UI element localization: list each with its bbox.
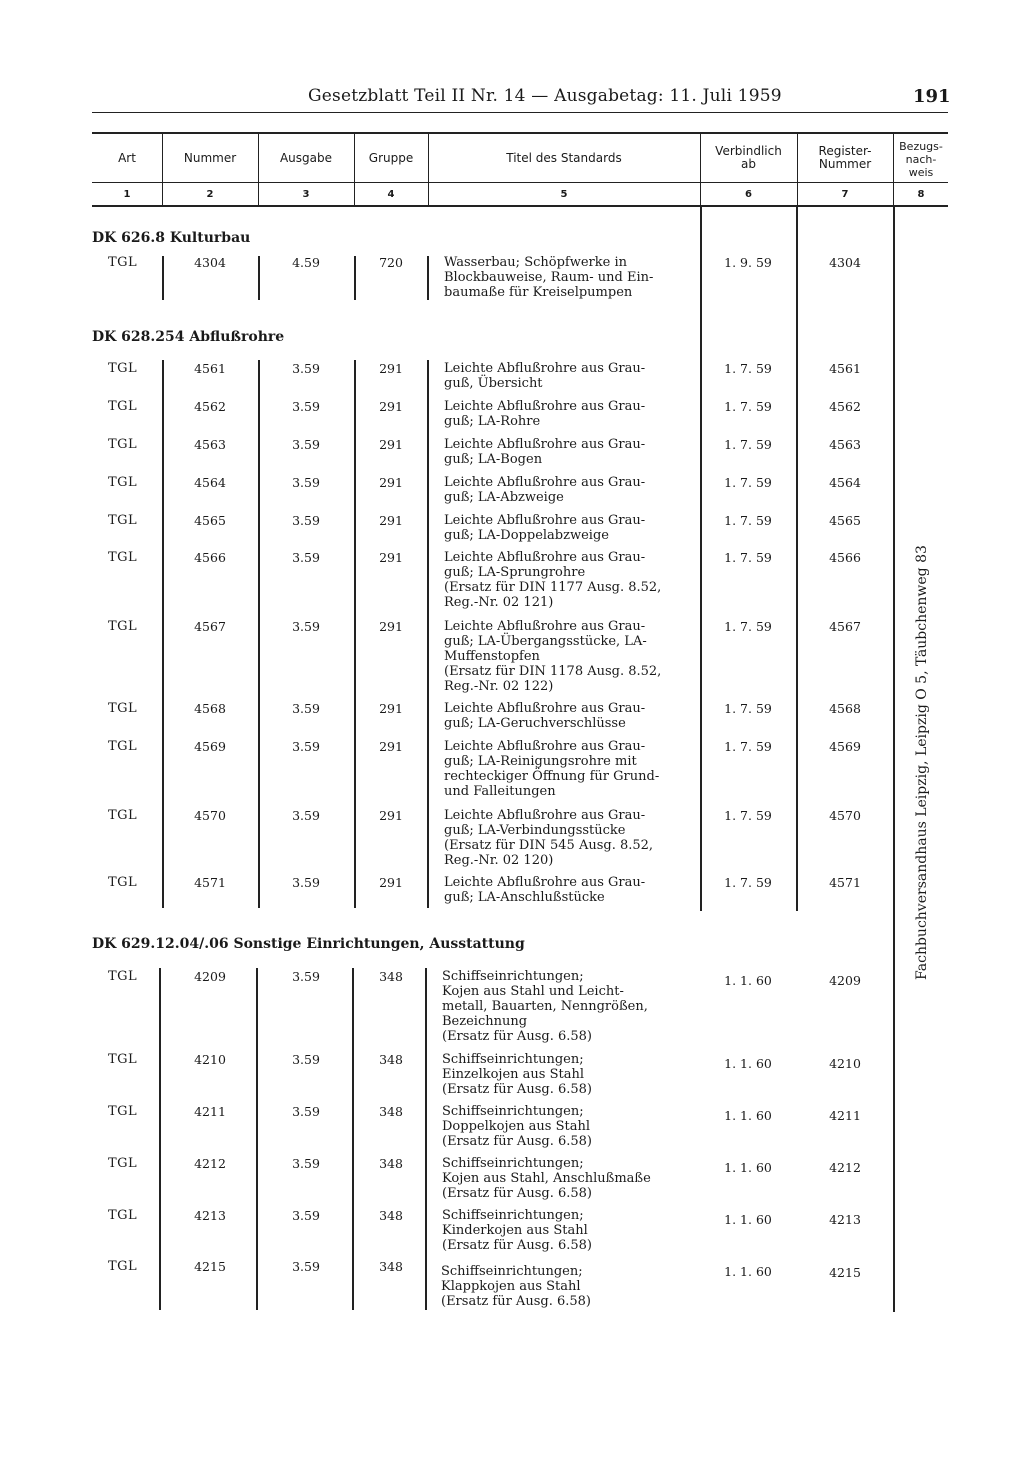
- column-header-titel: Titel des Standards: [506, 151, 622, 165]
- cell-register: 4304: [829, 255, 861, 270]
- row-divider: [159, 968, 161, 1310]
- cell-ausgabe: 3.59: [292, 361, 320, 376]
- cell-titel: [444, 513, 696, 543]
- title-line: guß; LA-Übergangsstücke, LA-: [444, 634, 647, 649]
- column-number: 8: [917, 189, 925, 200]
- cell-nummer: 4571: [194, 875, 226, 890]
- cell-nummer: 4210: [194, 1052, 226, 1067]
- cell-verbindlich: 1. 7. 59: [724, 399, 772, 414]
- cell-verbindlich: 1. 1. 60: [724, 1212, 772, 1227]
- column-number: 2: [206, 189, 214, 200]
- cell-gruppe: 291: [379, 475, 403, 490]
- cell-gruppe: 291: [379, 399, 403, 414]
- cell-ausgabe: 3.59: [292, 1208, 320, 1223]
- cell-nummer: 4564: [194, 475, 226, 490]
- cell-register: 4567: [829, 619, 861, 634]
- cell-register: 4564: [829, 475, 861, 490]
- cell-titel: [442, 1156, 694, 1201]
- title-line: Schiffseinrichtungen;: [442, 1208, 584, 1223]
- cell-gruppe: 348: [379, 1208, 403, 1223]
- cell-titel: [442, 1052, 694, 1097]
- column-number: 5: [560, 189, 568, 200]
- cell-verbindlich: 1. 7. 59: [724, 808, 772, 823]
- cell-nummer: 4562: [194, 399, 226, 414]
- cell-register: 4211: [829, 1108, 861, 1123]
- cell-art: TGL: [108, 475, 138, 490]
- column-header-art: Art: [118, 151, 136, 165]
- table-header-bottom-rule: [92, 205, 948, 207]
- cell-ausgabe: 3.59: [292, 1104, 320, 1119]
- title-line: Kojen aus Stahl und Leicht-: [442, 984, 624, 999]
- cell-gruppe: 348: [379, 969, 403, 984]
- cell-gruppe: 291: [379, 619, 403, 634]
- cell-gruppe: 720: [379, 255, 403, 270]
- title-line: Reg.-Nr. 02 122): [444, 679, 554, 694]
- cell-register: 4213: [829, 1212, 861, 1227]
- title-line: (Ersatz für DIN 1178 Ausg. 8.52,: [444, 664, 662, 679]
- cell-verbindlich: 1. 7. 59: [724, 619, 772, 634]
- cell-ausgabe: 3.59: [292, 701, 320, 716]
- cell-gruppe: 291: [379, 550, 403, 565]
- column-header-bezugs-line: Bezugs-: [899, 140, 943, 153]
- title-line: (Ersatz für Ausg. 6.58): [442, 1029, 592, 1044]
- cell-art: TGL: [108, 399, 138, 414]
- cell-register: 4209: [829, 973, 861, 988]
- cell-nummer: 4561: [194, 361, 226, 376]
- cell-register: 4571: [829, 875, 861, 890]
- cell-ausgabe: 3.59: [292, 1259, 320, 1274]
- cell-register: 4562: [829, 399, 861, 414]
- cell-art: TGL: [108, 1156, 138, 1171]
- cell-nummer: 4563: [194, 437, 226, 452]
- title-line: Reg.-Nr. 02 121): [444, 595, 554, 610]
- title-line: (Ersatz für DIN 545 Ausg. 8.52,: [444, 838, 654, 853]
- cell-art: TGL: [108, 619, 138, 634]
- cell-register: 4210: [829, 1056, 861, 1071]
- page-number: 191: [913, 86, 951, 107]
- title-line: Leichte Abflußrohre aus Grau-: [444, 550, 646, 565]
- cell-register: 4563: [829, 437, 861, 452]
- title-line: Schiffseinrichtungen;: [442, 969, 584, 984]
- cell-art: TGL: [108, 1259, 138, 1274]
- title-line: guß; LA-Rohre: [444, 414, 541, 429]
- cell-titel: [444, 255, 696, 300]
- cell-art: TGL: [108, 875, 138, 890]
- cell-nummer: 4212: [194, 1156, 226, 1171]
- cell-nummer: 4566: [194, 550, 226, 565]
- cell-gruppe: 291: [379, 875, 403, 890]
- cell-register: 4561: [829, 361, 861, 376]
- title-line: Schiffseinrichtungen;: [442, 1052, 584, 1067]
- column-number: 6: [745, 189, 752, 200]
- title-line: Leichte Abflußrohre aus Grau-: [444, 808, 646, 823]
- title-line: Doppelkojen aus Stahl: [442, 1119, 591, 1134]
- cell-register: 4570: [829, 808, 861, 823]
- cell-verbindlich: 1. 1. 60: [724, 973, 772, 988]
- cell-verbindlich: 1. 1. 60: [724, 1056, 772, 1071]
- cell-ausgabe: 3.59: [292, 969, 320, 984]
- title-line: guß; LA-Geruchverschlüsse: [444, 716, 626, 731]
- cell-art: TGL: [108, 808, 138, 823]
- cell-register: 4569: [829, 739, 861, 754]
- cell-verbindlich: 1. 7. 59: [724, 437, 772, 452]
- cell-gruppe: 348: [379, 1052, 403, 1067]
- title-line: Schiffseinrichtungen;: [442, 1104, 584, 1119]
- cell-art: TGL: [108, 969, 138, 984]
- title-line: Kojen aus Stahl, Anschlußmaße: [442, 1171, 651, 1186]
- cell-gruppe: 291: [379, 808, 403, 823]
- title-line: guß; LA-Abzweige: [444, 490, 564, 505]
- cell-art: TGL: [108, 739, 138, 754]
- title-line: Leichte Abflußrohre aus Grau-: [444, 739, 646, 754]
- cell-titel: [444, 361, 696, 391]
- column-header-bezugsnachweis: [893, 140, 949, 179]
- cell-ausgabe: 3.59: [292, 1052, 320, 1067]
- column-number: 7: [841, 189, 849, 200]
- title-line: guß; LA-Bogen: [444, 452, 543, 467]
- column-header-register-line: Nummer: [818, 157, 872, 171]
- title-line: Schiffseinrichtungen;: [442, 1156, 584, 1171]
- title-line: guß; LA-Reinigungsrohre mit: [444, 754, 637, 769]
- cell-ausgabe: 3.59: [292, 437, 320, 452]
- title-line: Wasserbau; Schöpfwerke in: [444, 255, 627, 270]
- cell-gruppe: 348: [379, 1104, 403, 1119]
- cell-nummer: 4211: [194, 1104, 226, 1119]
- title-line: (Ersatz für Ausg. 6.58): [441, 1294, 591, 1309]
- cell-gruppe: 348: [379, 1156, 403, 1171]
- title-line: Leichte Abflußrohre aus Grau-: [444, 513, 646, 528]
- column-number: 4: [387, 189, 395, 200]
- column-number: 1: [123, 189, 131, 200]
- cell-titel: [442, 969, 694, 1044]
- bezugsnachweis-note: Fachbuchversandhaus Leipzig, Leipzig O 5, Täubchenweg 83: [914, 545, 930, 980]
- cell-nummer: 4213: [194, 1208, 226, 1223]
- cell-ausgabe: 3.59: [292, 1156, 320, 1171]
- cell-titel: [444, 550, 696, 610]
- cell-gruppe: 291: [379, 361, 403, 376]
- cell-nummer: 4567: [194, 619, 226, 634]
- row-divider: [427, 360, 429, 908]
- body-divider-bezugs: [893, 207, 895, 1312]
- title-line: Reg.-Nr. 02 120): [444, 853, 554, 868]
- cell-ausgabe: 3.59: [292, 619, 320, 634]
- column-header-verbindlich-line: ab: [741, 157, 756, 171]
- cell-verbindlich: 1. 1. 60: [724, 1160, 772, 1175]
- cell-verbindlich: 1. 7. 59: [724, 475, 772, 490]
- column-header-ausgabe: Ausgabe: [279, 151, 333, 165]
- cell-ausgabe: 3.59: [292, 513, 320, 528]
- cell-nummer: 4304: [194, 255, 226, 270]
- cell-ausgabe: 3.59: [292, 399, 320, 414]
- column-header-register: [797, 145, 893, 171]
- section-title: DK 629.12.04/.06 Sonstige Einrichtungen, Ausstattung: [92, 936, 525, 952]
- cell-gruppe: 291: [379, 701, 403, 716]
- title-line: Leichte Abflußrohre aus Grau-: [444, 875, 646, 890]
- title-line: und Falleitungen: [444, 784, 556, 799]
- cell-verbindlich: 1. 7. 59: [724, 701, 772, 716]
- cell-art: TGL: [108, 513, 138, 528]
- cell-titel: [444, 475, 696, 505]
- cell-verbindlich: 1. 1. 60: [724, 1108, 772, 1123]
- cell-titel: [441, 1264, 693, 1309]
- title-line: Blockbauweise, Raum- und Ein-: [444, 270, 654, 285]
- title-line: Klappkojen aus Stahl: [441, 1279, 581, 1294]
- cell-verbindlich: 1. 7. 59: [724, 875, 772, 890]
- cell-art: TGL: [108, 1208, 138, 1223]
- row-divider: [427, 256, 429, 300]
- cell-verbindlich: 1. 7. 59: [724, 739, 772, 754]
- title-line: (Ersatz für Ausg. 6.58): [442, 1082, 592, 1097]
- cell-titel: [444, 739, 696, 799]
- column-header-verbindlich-line: Verbindlich: [715, 144, 782, 158]
- cell-titel: [442, 1104, 694, 1149]
- title-line: Leichte Abflußrohre aus Grau-: [444, 701, 646, 716]
- cell-art: TGL: [108, 361, 138, 376]
- cell-register: 4565: [829, 513, 861, 528]
- cell-verbindlich: 1. 9. 59: [724, 255, 772, 270]
- cell-ausgabe: 3.59: [292, 875, 320, 890]
- title-line: guß, Übersicht: [444, 376, 543, 391]
- title-line: Leichte Abflußrohre aus Grau-: [444, 399, 646, 414]
- column-header-verbindlich: [700, 145, 797, 171]
- column-header-nummer: Nummer: [183, 151, 237, 165]
- title-line: (Ersatz für DIN 1177 Ausg. 8.52,: [444, 580, 662, 595]
- column-header-bezugs-line: weis: [908, 166, 934, 179]
- title-line: Einzelkojen aus Stahl: [442, 1067, 584, 1082]
- cell-gruppe: 291: [379, 739, 403, 754]
- title-line: Muffenstopfen: [444, 649, 540, 664]
- cell-nummer: 4565: [194, 513, 226, 528]
- title-line: Leichte Abflußrohre aus Grau-: [444, 475, 646, 490]
- cell-titel: [444, 437, 696, 467]
- title-line: baumaße für Kreiselpumpen: [444, 285, 633, 300]
- page-header-title: Gesetzblatt Teil II Nr. 14 — Ausgabetag: 11. Juli 1959: [308, 86, 782, 106]
- column-header-register-line: Register-: [818, 144, 872, 158]
- cell-art: TGL: [108, 437, 138, 452]
- cell-titel: [444, 701, 696, 731]
- cell-gruppe: 291: [379, 513, 403, 528]
- cell-nummer: 4568: [194, 701, 226, 716]
- header-rule: [92, 112, 948, 113]
- column-header-bezugs-line: nach-: [905, 153, 937, 166]
- title-line: Leichte Abflußrohre aus Grau-: [444, 619, 646, 634]
- cell-verbindlich: 1. 1. 60: [724, 1264, 772, 1279]
- column-number: 3: [302, 189, 310, 200]
- title-line: Kinderkojen aus Stahl: [442, 1223, 588, 1238]
- cell-verbindlich: 1. 7. 59: [724, 550, 772, 565]
- title-line: metall, Bauarten, Nenngrößen,: [442, 999, 648, 1014]
- cell-nummer: 4209: [194, 969, 226, 984]
- column-header-gruppe: Gruppe: [368, 151, 414, 165]
- table-header-mid-rule: [92, 182, 948, 183]
- title-line: guß; LA-Anschlußstücke: [444, 890, 605, 905]
- cell-titel: [444, 619, 696, 694]
- cell-ausgabe: 3.59: [292, 739, 320, 754]
- table-header-top-rule: [92, 132, 948, 134]
- cell-art: TGL: [108, 1104, 138, 1119]
- cell-register: 4212: [829, 1160, 861, 1175]
- title-line: rechteckiger Öffnung für Grund-: [444, 769, 660, 784]
- section-title: DK 628.254 Abflußrohre: [92, 329, 285, 345]
- cell-ausgabe: 3.59: [292, 550, 320, 565]
- title-line: guß; LA-Sprungrohre: [444, 565, 586, 580]
- cell-nummer: 4215: [194, 1259, 226, 1274]
- cell-ausgabe: 4.59: [292, 255, 320, 270]
- cell-register: 4566: [829, 550, 861, 565]
- cell-gruppe: 348: [379, 1259, 403, 1274]
- title-line: (Ersatz für Ausg. 6.58): [442, 1186, 592, 1201]
- title-line: Bezeichnung: [442, 1014, 528, 1029]
- cell-nummer: 4569: [194, 739, 226, 754]
- title-line: Schiffseinrichtungen;: [441, 1264, 583, 1279]
- title-line: guß; LA-Doppelabzweige: [444, 528, 609, 543]
- cell-art: TGL: [108, 1052, 138, 1067]
- title-line: Leichte Abflußrohre aus Grau-: [444, 437, 646, 452]
- cell-ausgabe: 3.59: [292, 808, 320, 823]
- cell-verbindlich: 1. 7. 59: [724, 513, 772, 528]
- title-line: (Ersatz für Ausg. 6.58): [442, 1134, 592, 1149]
- cell-titel: [444, 808, 696, 868]
- cell-register: 4568: [829, 701, 861, 716]
- title-line: Leichte Abflußrohre aus Grau-: [444, 361, 646, 376]
- cell-art: TGL: [108, 550, 138, 565]
- cell-art: TGL: [108, 255, 138, 270]
- cell-art: TGL: [108, 701, 138, 716]
- cell-gruppe: 291: [379, 437, 403, 452]
- cell-titel: [444, 399, 696, 429]
- cell-titel: [444, 875, 696, 905]
- cell-verbindlich: 1. 7. 59: [724, 361, 772, 376]
- cell-nummer: 4570: [194, 808, 226, 823]
- cell-ausgabe: 3.59: [292, 475, 320, 490]
- title-line: (Ersatz für Ausg. 6.58): [442, 1238, 592, 1253]
- section-title: DK 626.8 Kulturbau: [92, 230, 251, 246]
- cell-register: 4215: [829, 1265, 861, 1280]
- cell-titel: [442, 1208, 694, 1253]
- title-line: guß; LA-Verbindungsstücke: [444, 823, 626, 838]
